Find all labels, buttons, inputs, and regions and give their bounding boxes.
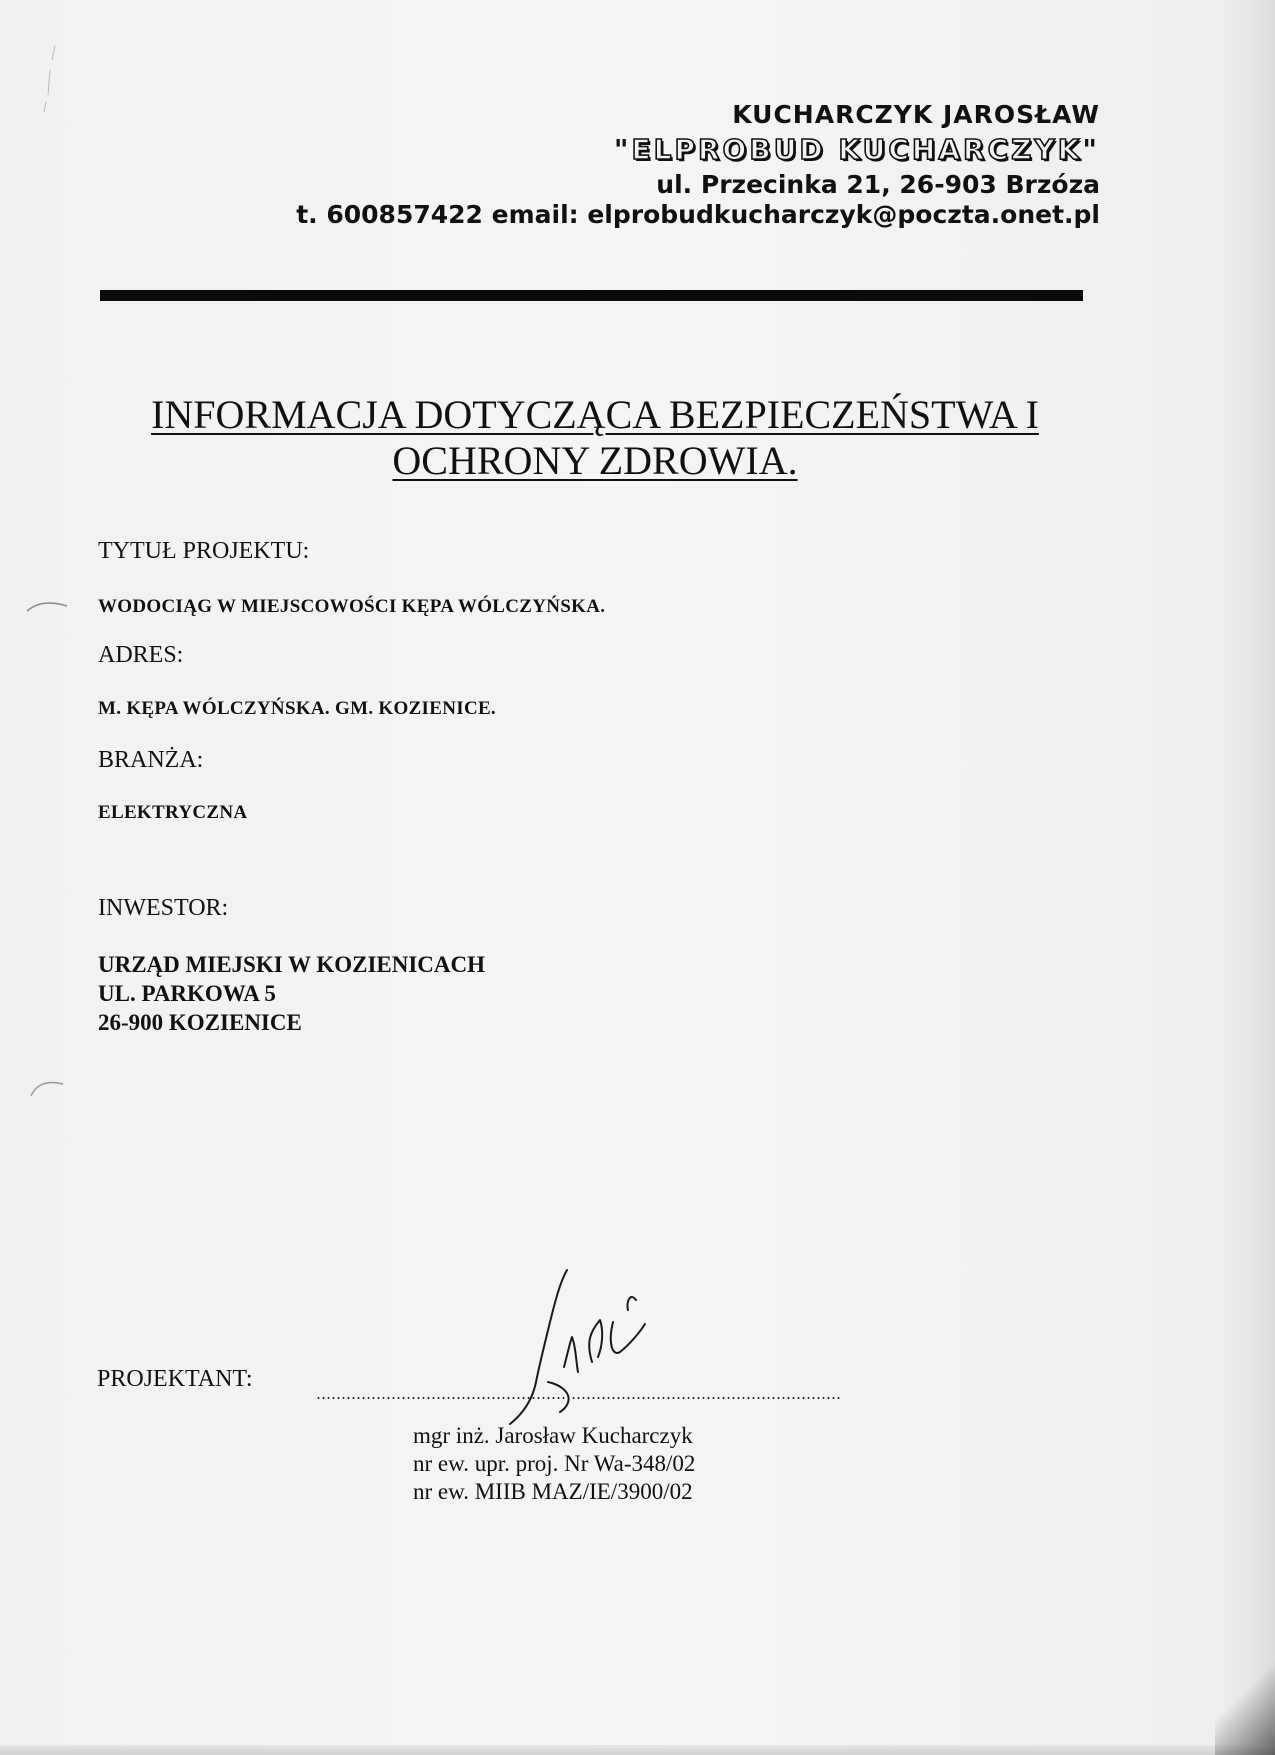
page-edge-shadow xyxy=(1215,0,1275,1755)
company-quote-close: " xyxy=(1082,133,1100,166)
branch-value: ELEKTRYCZNA xyxy=(98,802,248,823)
page-corner-shadow xyxy=(1215,1655,1275,1755)
designer-label: PROJEKTANT: xyxy=(97,1366,253,1392)
designer-license-2: nr ew. MIIB MAZ/IE/3900/02 xyxy=(413,1479,693,1504)
company-quote-open: " xyxy=(613,133,632,166)
investor-label: INWESTOR: xyxy=(98,895,229,921)
company-name: ELPROBUD KUCHARCZYK xyxy=(631,133,1083,166)
project-title-label: TYTUŁ PROJEKTU: xyxy=(98,538,310,564)
investor-line: UL. PARKOWA 5 xyxy=(98,981,276,1006)
handwritten-signature xyxy=(480,1262,680,1432)
page-bottom-edge xyxy=(0,1745,1275,1755)
investor-line: 26-900 KOZIENICE xyxy=(98,1010,302,1035)
header-rule xyxy=(100,290,1083,301)
designer-name: mgr inż. Jarosław Kucharczyk xyxy=(413,1423,693,1448)
scan-mark-left-2 xyxy=(25,1072,70,1102)
scan-mark-left-1 xyxy=(22,596,72,616)
project-title-value: WODOCIĄG W MIEJSCOWOŚCI KĘPA WÓLCZYŃSKA. xyxy=(98,596,606,617)
letterhead-company xyxy=(296,133,1100,167)
letterhead xyxy=(296,100,1100,230)
address-value: M. KĘPA WÓLCZYŃSKA. GM. KOZIENICE. xyxy=(98,698,496,719)
investor-value xyxy=(98,950,485,1037)
letterhead-contact: t. 600857422 email: elprobudkucharczyk@poczta.onet.pl xyxy=(296,199,1100,229)
branch-label: BRANŻA: xyxy=(98,747,204,773)
designer-info xyxy=(413,1422,695,1506)
investor-line: URZĄD MIEJSKI W KOZIENICACH xyxy=(98,952,486,977)
scan-mark-top-left xyxy=(30,40,70,120)
document-title xyxy=(100,392,1090,484)
letterhead-owner-name: KUCHARCZYK JAROSŁAW xyxy=(732,100,1100,129)
letterhead-address: ul. Przecinka 21, 26-903 Brzóza xyxy=(656,169,1100,199)
document-title-line-2: OCHRONY ZDROWIA. xyxy=(392,438,798,483)
document-title-line-1: INFORMACJA DOTYCZĄCA BEZPIECZEŃSTWA I xyxy=(151,392,1039,437)
address-label: ADRES: xyxy=(98,642,184,668)
designer-license-1: nr ew. upr. proj. Nr Wa-348/02 xyxy=(413,1451,696,1476)
